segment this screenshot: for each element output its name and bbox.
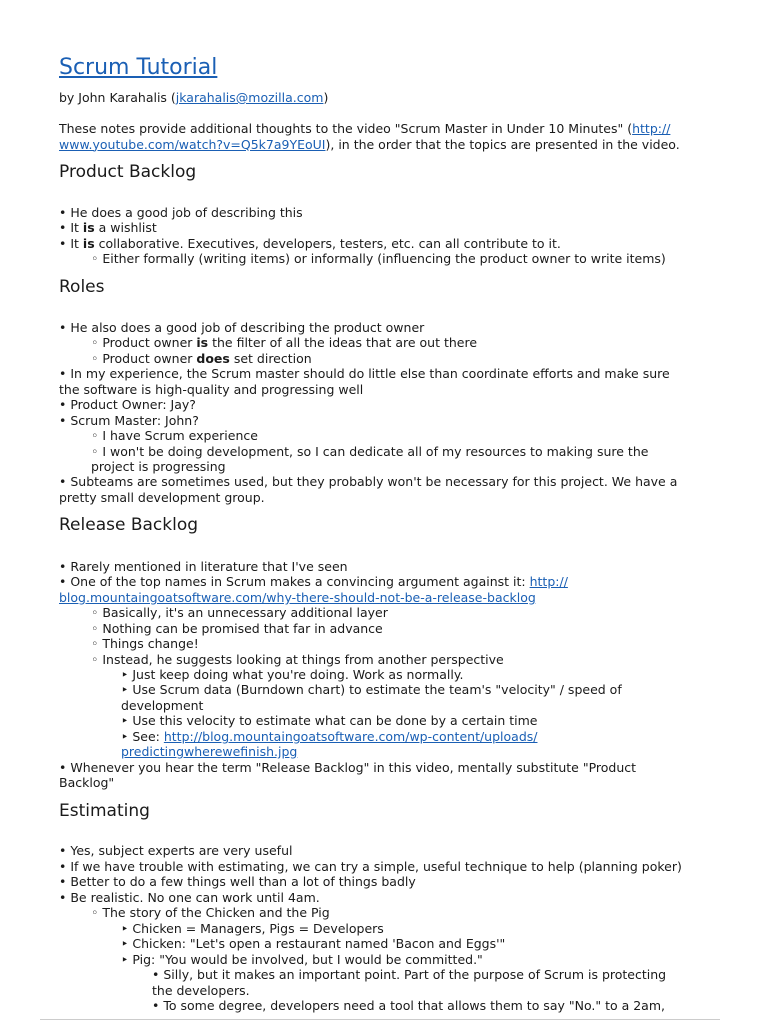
list-item: • Better to do a few things well than a lot of things badly — [59, 874, 416, 889]
list-item: • Be realistic. No one can work until 4am. — [59, 890, 320, 905]
blog-link-part1[interactable]: http:// — [529, 574, 568, 589]
heading-estimating: Estimating — [59, 801, 150, 821]
list-item-continued — [59, 590, 536, 606]
sub-list-item: ◦ Instead, he suggests looking at things from another perspective — [91, 652, 504, 667]
text-span: ◦ Product owner — [91, 335, 197, 350]
sub-sub-list-item: ‣ Chicken = Managers, Pigs = Developers — [121, 921, 384, 936]
image-link-part1[interactable]: http://blog.mountaingoatsoftware.com/wp-content/uploads/ — [163, 729, 538, 744]
deep-list-item-continued: the developers. — [152, 983, 250, 998]
author-email-link[interactable]: jkarahalis@mozilla.com — [175, 90, 324, 105]
sub-list-item: ◦ I have Scrum experience — [91, 428, 258, 443]
text-span: ‣ See: — [121, 729, 164, 744]
text-span: set direction — [229, 351, 312, 366]
list-item: • In my experience, the Scrum master should do little else than coordinate efforts and make sure — [59, 366, 670, 381]
list-item: • Product Owner: Jay? — [59, 397, 196, 412]
sub-sub-list-item — [121, 729, 537, 745]
bold-text: is — [82, 236, 95, 251]
sub-list-item: ◦ Either formally (writing items) or informally (influencing the product owner to write items) — [91, 251, 666, 266]
sub-sub-list-item: ‣ Chicken: "Let's open a restaurant named 'Bacon and Eggs'" — [121, 936, 506, 951]
byline-suffix: ) — [323, 90, 329, 105]
sub-sub-list-item: ‣ Use this velocity to estimate what can be done by a certain time — [121, 713, 538, 728]
byline — [59, 90, 328, 105]
list-item: • Scrum Master: John? — [59, 413, 199, 428]
text-span: • It — [59, 236, 83, 251]
list-item-continued: Backlog" — [59, 775, 115, 790]
sub-sub-list-item-continued — [121, 744, 297, 760]
bold-text: is — [196, 335, 209, 350]
deep-list-item: • Silly, but it makes an important point. Part of the purpose of Scrum is protecting — [152, 967, 667, 982]
sub-list-item — [91, 335, 477, 351]
video-link-part1[interactable]: http:// — [632, 121, 671, 136]
heading-release-backlog: Release Backlog — [59, 515, 199, 535]
blog-link-part2[interactable]: blog.mountaingoatsoftware.com/why-there-should-not-be-a-release-backlog — [59, 590, 536, 605]
text-span: collaborative. Executives, developers, testers, etc. can all contribute to it. — [94, 236, 561, 251]
sub-list-item: ◦ Nothing can be promised that far in advance — [91, 621, 383, 636]
text-span: ◦ Product owner — [91, 351, 197, 366]
intro-paragraph — [59, 121, 709, 152]
list-item: • Whenever you hear the term "Release Backlog" in this video, mentally substitute "Product — [59, 760, 637, 775]
intro-text-before: These notes provide additional thoughts to the video "Scrum Master in Under 10 Minutes" ( — [59, 121, 633, 136]
sub-sub-list-item: ‣ Pig: "You would be involved, but I would be committed." — [121, 952, 483, 967]
sub-list-item: ◦ Basically, it's an unnecessary additional layer — [91, 605, 388, 620]
list-item-continued: the software is high-quality and progressing well — [59, 382, 364, 397]
sub-sub-list-item: ‣ Just keep doing what you're doing. Work as normally. — [121, 667, 464, 682]
sub-list-item: ◦ I won't be doing development, so I can dedicate all of my resources to making sure the — [91, 444, 649, 459]
list-item — [59, 574, 568, 590]
list-item: • Subteams are sometimes used, but they probably won't be necessary for this project. We have a — [59, 474, 678, 489]
list-item: • He also does a good job of describing the product owner — [59, 320, 425, 335]
video-link-part2[interactable]: www.youtube.com/watch?v=Q5k7a9YEoUI — [59, 136, 326, 152]
list-item: • Yes, subject experts are very useful — [59, 843, 293, 858]
bold-text: is — [82, 220, 95, 235]
sub-list-item — [91, 351, 312, 367]
text-span: a wishlist — [94, 220, 157, 235]
text-span: • One of the top names in Scrum makes a convincing argument against it: — [59, 574, 530, 589]
heading-roles: Roles — [59, 277, 105, 297]
sub-list-item: ◦ Things change! — [91, 636, 199, 651]
deep-list-item: • To some degree, developers need a tool that allows them to say "No." to a 2am, — [152, 998, 665, 1013]
list-item — [59, 220, 157, 236]
sub-sub-list-item: ‣ Use Scrum data (Burndown chart) to estimate the team's "velocity" / speed of — [121, 682, 622, 697]
intro-text-after: ), in the order that the topics are presented in the video. — [325, 136, 680, 152]
list-item: • If we have trouble with estimating, we can try a simple, useful technique to help (planning poker) — [59, 859, 682, 874]
sub-list-item: ◦ The story of the Chicken and the Pig — [91, 905, 330, 920]
image-link-part2[interactable]: predictingwherewefinish.jpg — [121, 744, 298, 759]
text-span: • It — [59, 220, 83, 235]
list-item: • He does a good job of describing this — [59, 205, 303, 220]
byline-prefix: by John Karahalis ( — [59, 90, 176, 105]
bold-text: does — [196, 351, 230, 366]
sub-list-item-continued: project is progressing — [91, 459, 226, 474]
document-title-link[interactable]: Scrum Tutorial — [59, 55, 218, 80]
sub-sub-list-item-continued: development — [121, 698, 204, 713]
heading-product-backlog: Product Backlog — [59, 162, 197, 182]
text-span: the filter of all the ideas that are out there — [208, 335, 478, 350]
list-item-continued: pretty small development group. — [59, 490, 265, 505]
list-item: • Rarely mentioned in literature that I've seen — [59, 559, 348, 574]
list-item — [59, 236, 561, 252]
